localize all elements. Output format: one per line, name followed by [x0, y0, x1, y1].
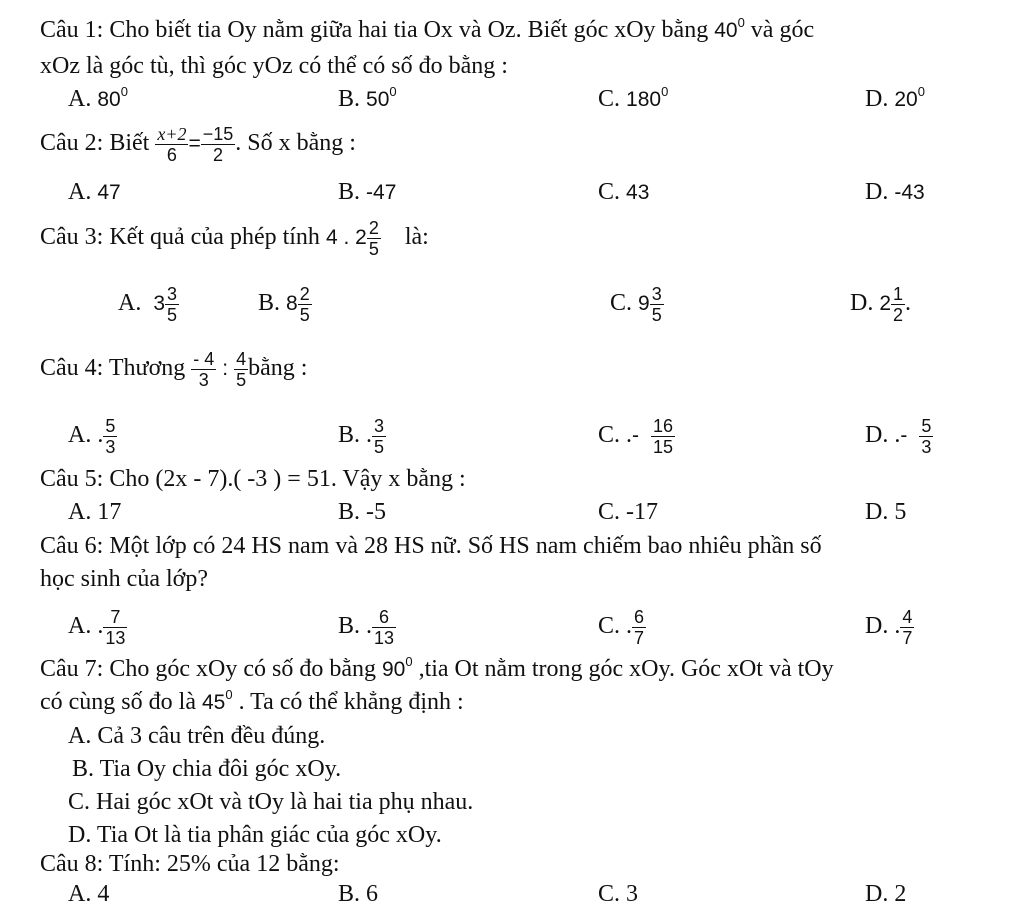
option-label: A. [68, 179, 92, 205]
q8-option-d [865, 879, 906, 909]
option-fraction: $\frac{7}{13}$ [105, 607, 126, 648]
q2-prefix: Câu 2: Biết [40, 130, 150, 157]
option-label: A. [68, 86, 92, 112]
option-label: B. [338, 86, 361, 112]
option-value: -17 [626, 499, 659, 525]
option-label: B. . [338, 613, 373, 640]
option-fraction: $\frac{6}{13}$ [374, 607, 395, 648]
q7-degree-sup: 0 [405, 654, 413, 669]
q3-suffix: là: [404, 224, 429, 251]
q8-option-c [598, 879, 638, 909]
q7-degree-sup-2: 0 [225, 687, 233, 702]
option-sup: 0 [661, 84, 669, 99]
option-whole: 9 [638, 292, 650, 316]
option-label: B. [338, 881, 361, 907]
option-value: 50 [366, 88, 390, 111]
q3-expr-fraction: $\frac{2}{5}$ [368, 218, 379, 259]
q6-option-a [68, 607, 127, 648]
option-label: D. . [865, 422, 901, 449]
q1-line1 [40, 15, 814, 48]
option-label: C. [598, 179, 621, 205]
q2-fraction-1: $\frac{x+2}{6}$ [157, 124, 187, 165]
q4-option-d [865, 416, 933, 457]
q7-text-a: Câu 7: Cho góc xOy có số đo bằng [40, 656, 376, 682]
option-label: D. [865, 881, 889, 907]
option-label: D. [865, 179, 889, 205]
option-label: D. . [865, 613, 901, 640]
q7-line2 [40, 687, 464, 720]
option-label: C. . [598, 613, 633, 640]
option-fraction: $\frac{3}{5}$ [167, 284, 178, 325]
option-label: C. [598, 86, 621, 112]
option-value: 5 [894, 499, 907, 525]
q3-expr-whole: 4 . 2 [325, 226, 367, 250]
q1-option-c [598, 84, 668, 117]
q2-option-d [865, 177, 925, 208]
option-label: A. . [68, 422, 104, 449]
q4-fraction-2: $\frac{4}{5}$ [236, 349, 247, 390]
option-label: C. . [598, 422, 633, 449]
q2-suffix: . Số x bằng : [235, 130, 356, 157]
option-value: -43 [894, 181, 925, 204]
q5-line: Câu 5: Cho (2x - 7).( -3 ) = 51. Vậy x bằng : [40, 466, 466, 492]
q2-option-b [338, 177, 396, 208]
q4-fraction-1: $\frac{- 4}{3}$ [193, 349, 215, 390]
q4-suffix: bằng : [248, 355, 308, 382]
q5-option-b [338, 497, 386, 527]
option-label: B. [338, 499, 361, 525]
q1-line2: xOz là góc tù, thì góc yOz có thể có số đo bằng : [40, 53, 508, 79]
option-label: C. [610, 290, 633, 317]
q3-prefix: Câu 3: Kết quả của phép tính [40, 224, 320, 251]
option-sign: - [632, 424, 640, 448]
q1-text: Câu 1: Cho biết tia Oy nằm giữa hai tia Ox và Oz. Biết góc xOy bằng [40, 17, 709, 43]
option-sign: - [900, 424, 908, 448]
option-whole: 2 [879, 292, 892, 316]
option-label: C. [598, 881, 621, 907]
q3-option-a [118, 284, 179, 325]
option-label: D. [850, 290, 874, 317]
option-label: B. [338, 179, 361, 205]
q1-option-d [865, 84, 925, 117]
q7-text-b: ,tia Ot nằm trong góc xOy. Góc xOt và tOy [418, 656, 834, 682]
q1-text-end: và góc [750, 17, 815, 43]
q6-option-d [865, 607, 914, 648]
option-value: 17 [97, 499, 122, 525]
q8-line: Câu 8: Tính: 25% của 12 bằng: [40, 851, 340, 877]
option-value: 180 [626, 88, 662, 111]
option-label: D. [865, 499, 889, 525]
q7-line1 [40, 654, 834, 687]
q8-option-b [338, 879, 378, 909]
option-value: 4 [97, 881, 110, 907]
option-sup: 0 [389, 84, 397, 99]
option-label: A. [68, 881, 92, 907]
option-fraction: $\frac{5}{3}$ [105, 416, 116, 457]
q7-degree-value-2: 45 [201, 691, 226, 714]
q7-option-a: A. Cả 3 câu trên đều đúng. [68, 723, 326, 749]
option-label: A. . [68, 613, 104, 640]
option-value: 47 [97, 181, 121, 204]
q4-colon: : [222, 357, 229, 381]
option-fraction: $\frac{3}{5}$ [374, 416, 385, 457]
q4-line [40, 349, 307, 390]
q3-option-c [610, 284, 664, 325]
option-fraction: $\frac{5}{3}$ [921, 416, 932, 457]
q3-option-d [850, 284, 911, 325]
q1-degree-value: 40 [714, 19, 738, 42]
option-label: C. [598, 499, 621, 525]
option-value: 80 [97, 88, 121, 111]
option-value: 20 [894, 88, 918, 111]
q4-prefix: Câu 4: Thương [40, 355, 186, 382]
q6-line2: học sinh của lớp? [40, 566, 208, 592]
q1-option-a [68, 84, 128, 117]
q2-option-c [598, 177, 649, 208]
q8-option-a [68, 879, 109, 909]
option-whole: 8 [286, 292, 298, 316]
q2-fraction-2: $\frac{-15}{2}$ [202, 124, 234, 165]
option-fraction: $\frac{1}{2}$ [893, 284, 904, 325]
option-label: B. [258, 290, 281, 317]
option-sup: 0 [120, 84, 128, 99]
option-whole: 3 [153, 292, 166, 316]
option-fraction: $\frac{16}{15}$ [653, 416, 674, 457]
option-value: 43 [626, 181, 650, 204]
q2-option-a [68, 177, 121, 208]
option-sup: 0 [917, 84, 925, 99]
q7-text-d: . Ta có thể khẳng định : [238, 689, 464, 715]
q6-option-b [338, 607, 396, 648]
q3-option-b [258, 284, 312, 325]
q2-line [40, 124, 356, 165]
option-value: -5 [366, 499, 387, 525]
q3-line [40, 218, 429, 259]
q4-option-a [68, 416, 117, 457]
option-fraction: $\frac{4}{7}$ [902, 607, 913, 648]
q7-option-c: C. Hai góc xOt và tOy là hai tia phụ nhau. [68, 789, 474, 815]
option-label: A. [68, 499, 92, 525]
option-fraction: $\frac{2}{5}$ [299, 284, 310, 325]
option-fraction: $\frac{3}{5}$ [651, 284, 662, 325]
option-value: 6 [366, 881, 379, 907]
option-fraction: $\frac{6}{7}$ [634, 607, 645, 648]
option-label: A. [118, 290, 142, 317]
q4-option-b [338, 416, 386, 457]
option-value: 2 [894, 881, 907, 907]
q5-option-c [598, 497, 658, 527]
option-value: 3 [626, 881, 639, 907]
q1-degree-sup: 0 [737, 15, 745, 30]
q5-option-a [68, 497, 121, 527]
option-label: B. . [338, 422, 373, 449]
q7-option-b: B. Tia Oy chia đôi góc xOy. [72, 756, 342, 782]
q7-degree-value: 90 [381, 658, 406, 681]
option-value: -47 [366, 181, 397, 204]
q2-equals: = [188, 132, 201, 156]
q6-option-c [598, 607, 646, 648]
option-tail: . [905, 290, 912, 317]
q1-option-b [338, 84, 397, 117]
q5-option-d [865, 497, 906, 527]
q7-text-c: có cùng số đo là [40, 689, 196, 715]
q6-line1: Câu 6: Một lớp có 24 HS nam và 28 HS nữ. Số HS nam chiếm bao nhiêu phần số [40, 533, 822, 559]
q7-option-d: D. Tia Ot là tia phân giác của góc xOy. [68, 822, 442, 848]
q4-option-c [598, 416, 675, 457]
option-label: D. [865, 86, 889, 112]
